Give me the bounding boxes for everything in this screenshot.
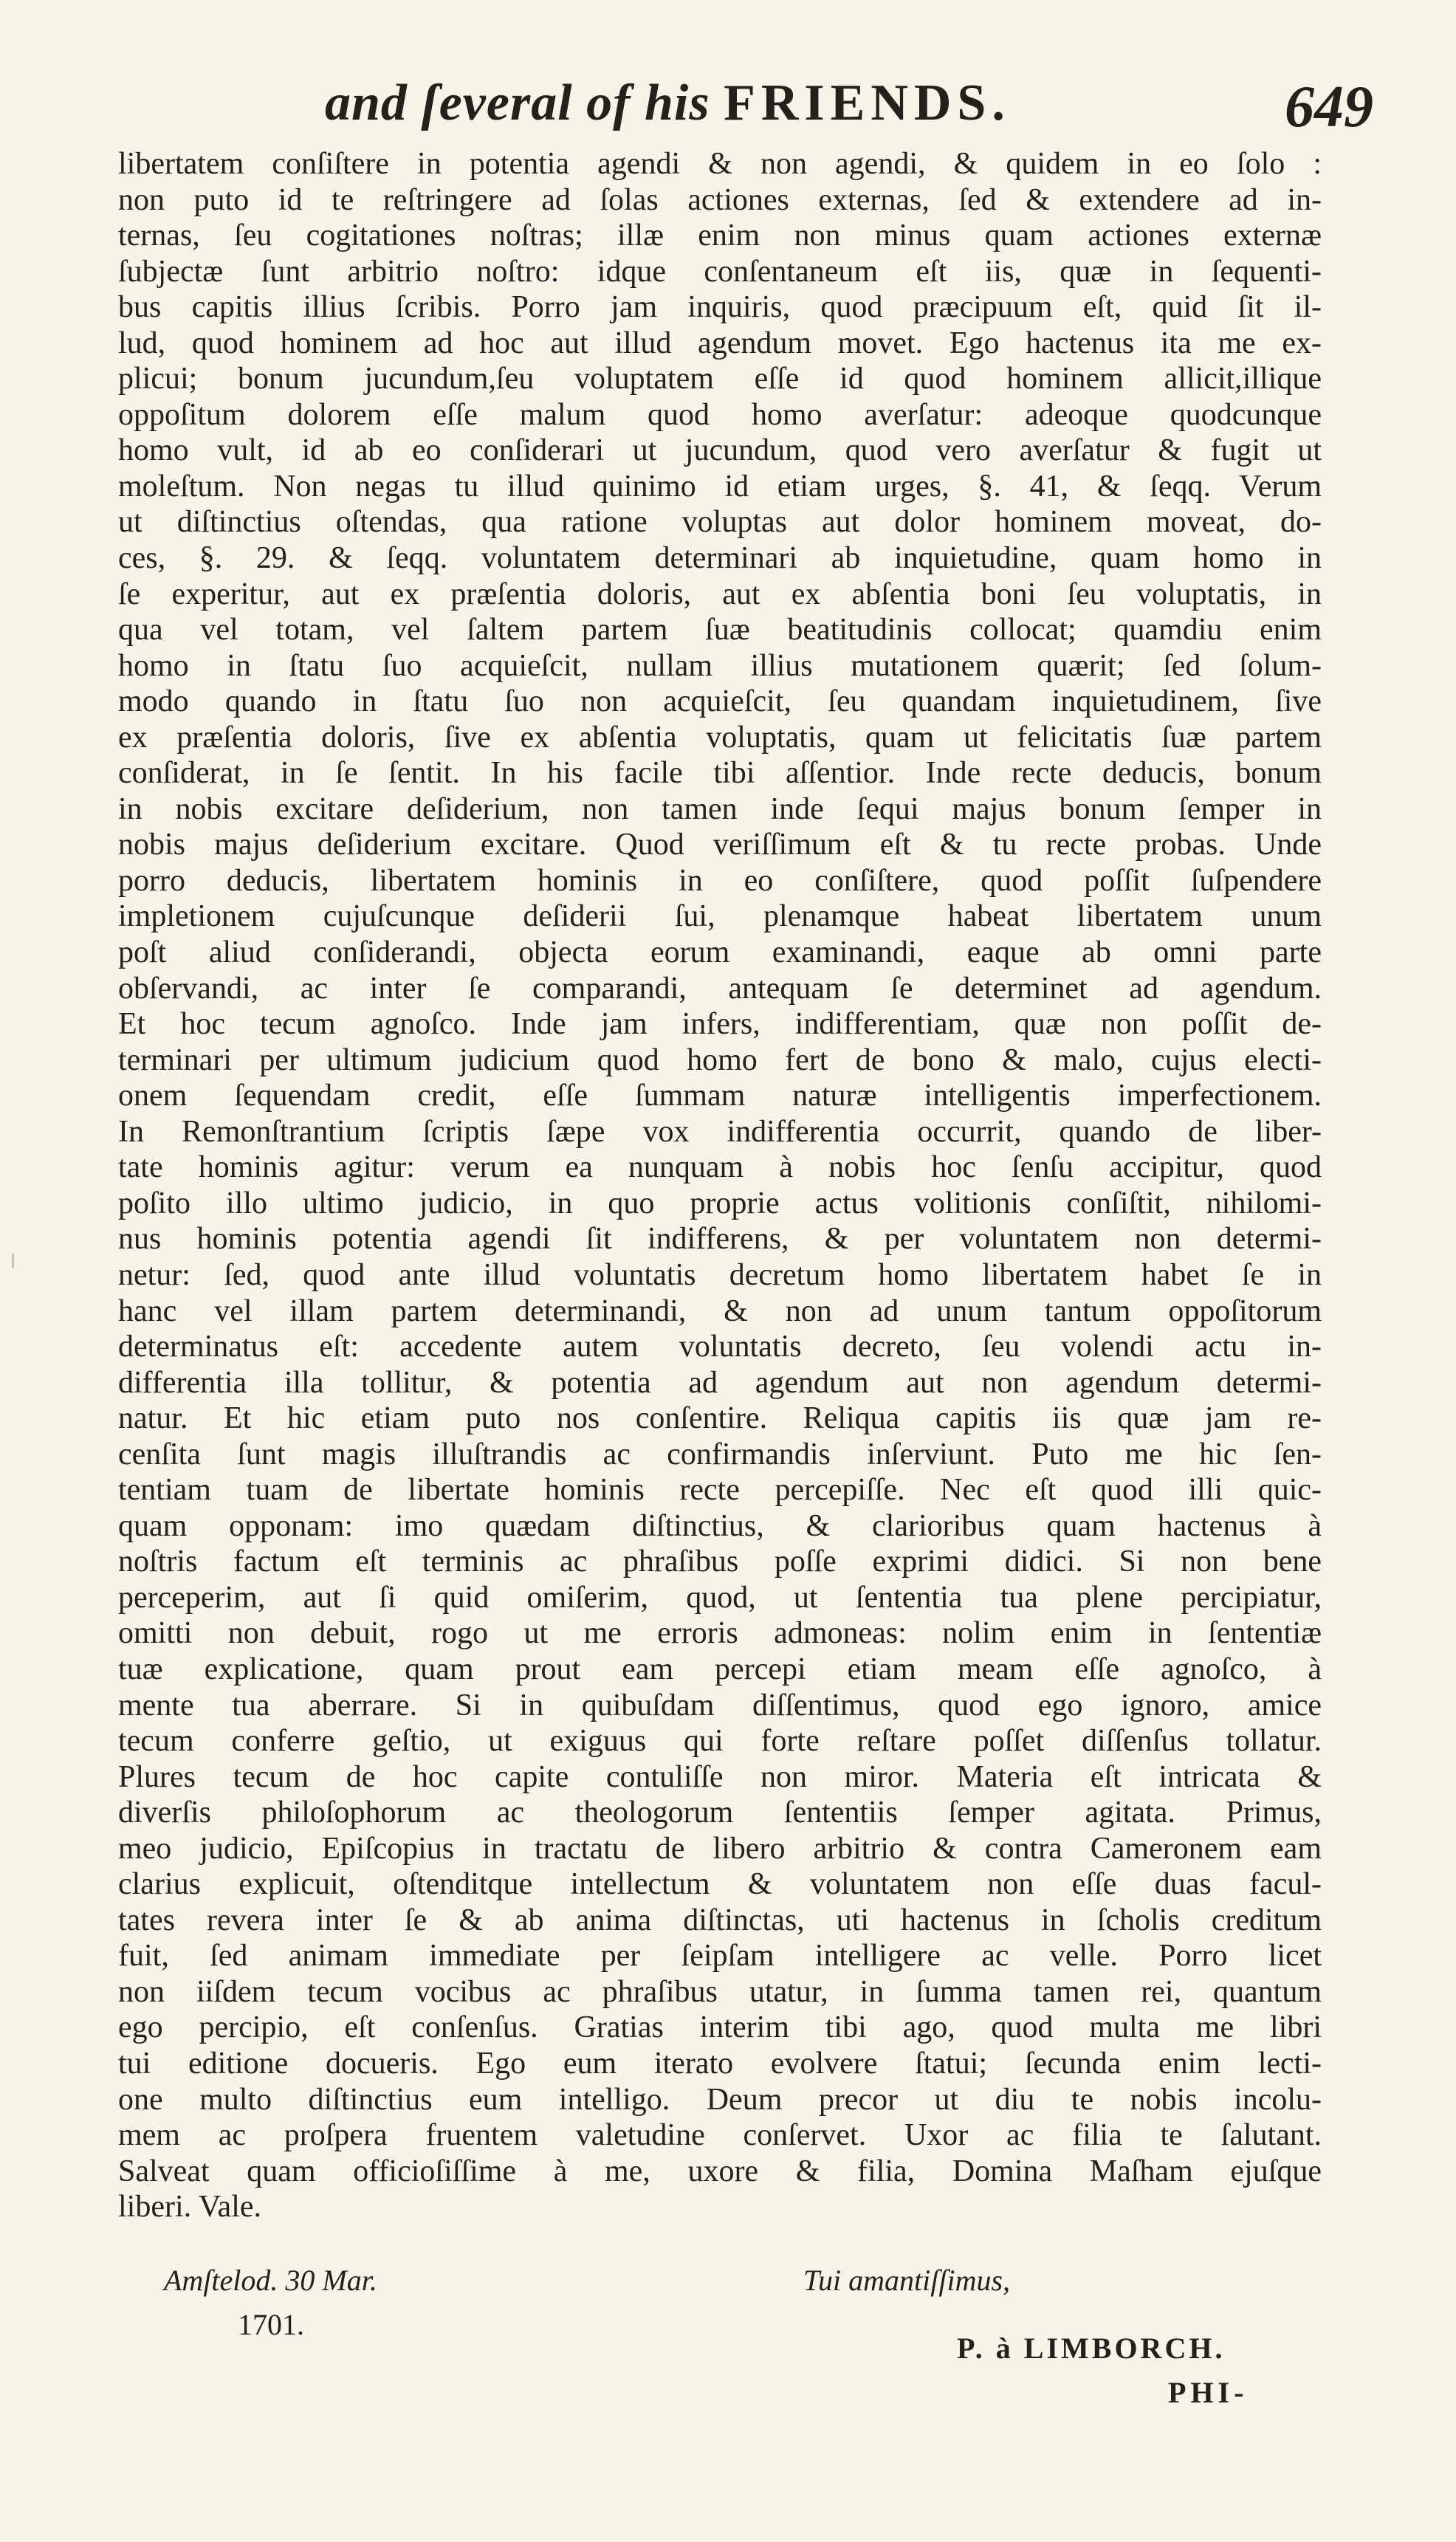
margin-mark (12, 1254, 14, 1268)
text-line: mente tua aberrare. Si in quibuſdam diſſentimus, quod ego ignoro, amice (118, 1688, 1322, 1722)
text-line: poſito illo ultimo judicio, in quo proprie actus volitionis conſiſtit, nihilomi- (118, 1186, 1322, 1220)
text-line: moleſtum. Non negas tu illud quinimo id etiam urges, §. 41, & ſeqq. Verum (118, 469, 1322, 504)
page-number: 649 (1285, 75, 1373, 140)
text-line: qua vel totam, vel ſaltem partem ſuæ beatitudinis collocat; quamdiu enim (118, 613, 1322, 647)
text-line: non puto id te reſtringere ad ſolas actiones externas, ſed & extendere ad in- (118, 182, 1322, 217)
valediction: Tui amantiſſimus, (803, 2264, 1011, 2297)
text-line: differentia illa tollitur, & potentia ad agendum aut non agendum determi- (118, 1365, 1322, 1400)
text-line: impletionem cujuſcunque deſiderii ſui, plenamque habeat libertatem unum (118, 899, 1322, 934)
text-line-final: liberi. Vale. (118, 2190, 262, 2225)
text-line: poſt aliud conſiderandi, objecta eorum examinandi, eaque ab omni parte (118, 935, 1322, 970)
text-line: hanc vel illam partem determinandi, & non ad unum tantum oppoſitorum (118, 1294, 1322, 1328)
text-line: libertatem conſiſtere in potentia agendi & non agendi, & quidem in eo ſolo : (118, 147, 1322, 181)
text-line: tuæ explicatione, quam prout eam percepi etiam meam eſſe agnoſco, à (118, 1652, 1322, 1686)
text-line: homo vult, id ab eo conſiderari ut jucundum, quod vero averſatur & fugit ut (118, 433, 1322, 468)
catchword: PHI- (1168, 2376, 1249, 2409)
text-line: In Remonſtrantium ſcriptis ſæpe vox indifferentia occurrit, quando de liber- (118, 1114, 1322, 1149)
running-title (325, 74, 1011, 133)
text-line: ut diſtinctius oſtendas, qua ratione voluptas aut dolor hominem moveat, do- (118, 505, 1322, 540)
text-line: tates revera inter ſe & ab anima diſtinctas, uti hactenus in ſcholis creditum (118, 1903, 1322, 1937)
place-date: Amſtelod. 30 Mar. (164, 2264, 377, 2297)
letter-closing (0, 2248, 1456, 2529)
text-line: obſervandi, ac inter ſe comparandi, antequam ſe determinet ad agendum. (118, 971, 1322, 1006)
text-line: plicui; bonum jucundum,ſeu voluptatem eſſe id quod hominem allicit,illique (118, 362, 1322, 396)
text-line: porro deducis, libertatem hominis in eo conſiſtere, quod poſſit ſuſpendere (118, 863, 1322, 898)
text-line: noſtris factum eſt terminis ac phraſibus poſſe exprimi didici. Si non bene (118, 1545, 1322, 1579)
text-line: quam opponam: imo quædam diſtinctius, & clarioribus quam hactenus à (118, 1508, 1322, 1543)
text-line: ces, §. 29. & ſeqq. voluntatem determinari ab inquietudine, quam homo in (118, 541, 1322, 576)
text-line: netur: ſed, quod ante illud voluntatis decretum homo libertatem habet ſe in (118, 1257, 1322, 1292)
text-line: oppoſitum dolorem eſſe malum quod homo averſatur: adeoque quodcunque (118, 397, 1322, 432)
text-line: cenſita ſunt magis illuſtrandis ac confirmandis inſerviunt. Puto me hic ſen- (118, 1437, 1322, 1471)
text-line: ſubjectæ ſunt arbitrio noſtro: idque conſentaneum eſt iis, quæ in ſequenti- (118, 254, 1322, 289)
text-line: homo in ſtatu ſuo acquieſcit, nullam illius mutationem quærit; ſed ſolum- (118, 648, 1322, 683)
text-line: diverſis philoſophorum ac theologorum ſententiis ſemper agitata. Primus, (118, 1796, 1322, 1830)
text-line: Et hoc tecum agnoſco. Inde jam infers, indifferentiam, quæ non poſſit de- (118, 1007, 1322, 1042)
text-line: tui editione docueris. Ego eum iterato evolvere ſtatui; ſecunda enim lecti- (118, 2046, 1322, 2081)
signature: P. à LIMBORCH. (957, 2332, 1226, 2365)
text-line: natur. Et hic etiam puto nos conſentire. Reliqua capitis iis quæ jam re- (118, 1401, 1322, 1436)
text-line: tecum conferre geſtio, ut exiguus qui forte reſtare poſſet diſſenſus tollatur. (118, 1724, 1322, 1759)
text-line: conſiderat, in ſe ſentit. In his facile tibi aſſentior. Inde recte deducis, bonum (118, 756, 1322, 791)
text-line: lud, quod hominem ad hoc aut illud agendum movet. Ego hactenus ita me ex- (118, 326, 1322, 360)
text-line: perceperim, aut ſi quid omiſerim, quod, ut ſententia tua plene percipiatur, (118, 1580, 1322, 1615)
text-line: tentiam tuam de libertate hominis recte percepiſſe. Nec eſt quod illi quic- (118, 1473, 1322, 1508)
text-line: tate hominis agitur: verum ea nunquam à nobis hoc ſenſu accipitur, quod (118, 1150, 1322, 1185)
text-line: mem ac proſpera fruentem valetudine conſervet. Uxor ac filia te ſalutant. (118, 2118, 1322, 2153)
text-line: ex præſentia doloris, ſive ex abſentia voluptatis, quam ut felicitatis ſuæ partem (118, 720, 1322, 755)
text-line: ſe experitur, aut ex præſentia doloris, aut ex abſentia boni ſeu voluptatis, in (118, 577, 1322, 611)
running-head (325, 74, 1373, 155)
text-line: omitti non debuit, rogo ut me erroris admoneas: nolim enim in ſententiæ (118, 1616, 1322, 1651)
text-line: bus capitis illius ſcribis. Porro jam inquiris, quod præcipuum eſt, quid ſit il- (118, 290, 1322, 325)
text-line: fuit, ſed animam immediate per ſeipſam intelligere ac velle. Porro licet (118, 1939, 1322, 1974)
text-line: onem ſequendam credit, eſſe ſummam naturæ intelligentis imperfectionem. (118, 1079, 1322, 1113)
letter-body (118, 146, 1322, 2225)
running-title-text: and ſeveral of his (325, 75, 724, 131)
letter-year: 1701. (238, 2308, 304, 2341)
text-line: meo judicio, Epiſcopius in tractatu de libero arbitrio & contra Cameronem eam (118, 1831, 1322, 1866)
text-line: nus hominis potentia agendi ſit indifferens, & per voluntatem non determi- (118, 1222, 1322, 1257)
text-line: one multo diſtinctius eum intelligo. Deum precor ut diu te nobis incolu- (118, 2082, 1322, 2117)
text-line: nobis majus deſiderium excitare. Quod veriſſimum eſt & tu recte probas. Unde (118, 828, 1322, 862)
text-line: determinatus eſt: accedente autem voluntatis decreto, ſeu volendi actu in- (118, 1330, 1322, 1364)
text-line: modo quando in ſtatu ſuo non acquieſcit, ſeu quandam inquietudinem, ſive (118, 684, 1322, 719)
text-line: ego percipio, eſt conſenſus. Gratias interim tibi ago, quod multa me libri (118, 2010, 1322, 2045)
text-line: non iiſdem tecum vocibus ac phraſibus utatur, in ſumma tamen rei, quantum (118, 1974, 1322, 2009)
text-line: Salveat quam officioſiſſime à me, uxore & filia, Domina Maſham ejuſque (118, 2154, 1322, 2188)
text-line: terminari per ultimum judicium quod homo fert de bono & malo, cujus electi- (118, 1042, 1322, 1077)
text-line: ternas, ſeu cogitationes noſtras; illæ enim non minus quam actiones externæ (118, 219, 1322, 253)
text-line: clarius explicuit, oſtenditque intellectum & voluntatem non eſſe duas facul- (118, 1867, 1322, 1902)
text-line: Plures tecum de hoc capite contuliſſe non miror. Materia eſt intricata & (118, 1759, 1322, 1794)
text-line: in nobis excitare deſiderium, non tamen inde ſequi majus bonum ſemper in (118, 791, 1322, 826)
running-title-caps: FRIENDS. (724, 75, 1011, 131)
